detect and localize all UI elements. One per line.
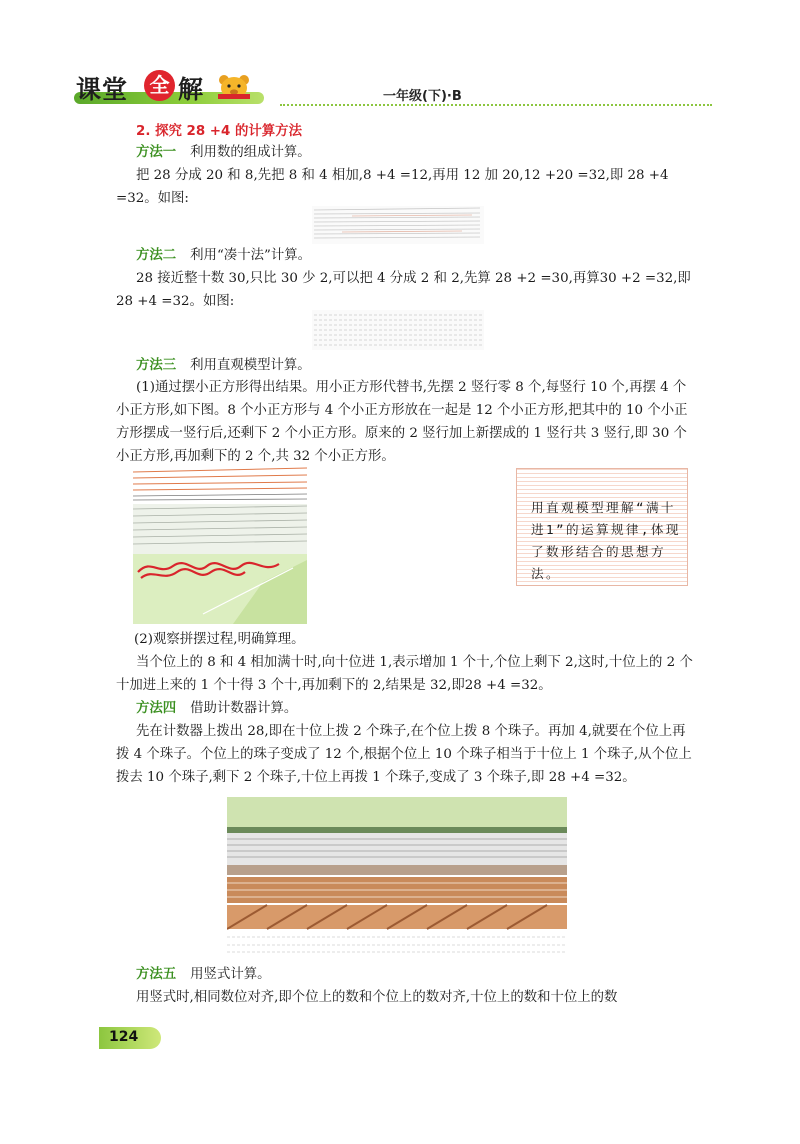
method-3-title: 利用直观模型计算。 [190,358,311,373]
method-1-label: 方法一 [136,145,177,160]
method-3-text-1: (1)通过摆小正方形得出结果。用小正方形代替书,先摆 2 竖行零 8 个,每竖行 10 个,再摆 4 个小正方形,如下图。8 个小正方形与 4 个小正方形放在一起是 12 个小正方形,把其中的 10 个小正方形摆成一竖行后,还剩下 2 个小正方形。原来的 2 竖行加上新摆成的 1 竖行共 3 竖行,即 30 个小正方形,再加剩下的 2 个,共 32 个小正方形。 [116,380,688,464]
method-2-title: 利用“凑十法”计算。 [190,248,311,263]
header-logo-part1: 课堂 [76,75,129,104]
tip-note-text: 用直观模型理解“满十进1”的运算规律,体现了数形结合的思想方法。 [531,500,681,581]
page-number-badge [99,1027,161,1049]
page-number: 124 [109,1029,139,1045]
method-4-label: 方法四 [136,701,177,716]
method-3-subtitle-2: (2)观察拼摆过程,明确算理。 [134,632,305,647]
method-4-text: 先在计数器上拨出 28,即在十位上拨 2 个珠子,在个位上拨 8 个珠子。再加 4,就要在个位上再拨 4 个珠子。个位上的珠子变成了 12 个,根据个位上 10 个珠子相当于十位上 1 个珠子,从个位上拨去 10 个珠子,剩下 2 个珠子,十位上再拨 1 个珠子,变成了 3 个珠子,即 28 +4 =32。 [116,724,692,785]
method-2-label: 方法二 [136,248,177,263]
method-5-heading [136,963,271,986]
method-3-text-2: 当个位上的 8 和 4 相加满十时,向十位进 1,表示增加 1 个十,个位上剩下 2,这时,十位上的 2 个十加进上来的 1 个十得 3 个十,再加剩下的 2,结果是 32,即28 +4 =32。 [116,655,693,693]
header-divider [280,104,712,106]
method-4-heading [136,697,297,720]
method-3-square-model-figure [133,464,307,624]
method-5-title: 用竖式计算。 [190,967,271,982]
method-3-label: 方法三 [136,358,177,373]
header-logo-circle: 全 [144,70,175,101]
method-2-text: 28 接近整十数 30,只比 30 少 2,可以把 4 分成 2 和 2,先算 28 +2 =30,再算30 +2 =32,即 28 +4 =32。如图: [116,271,691,309]
method-5-text: 用竖式时,相同数位对齐,即个位上的数和个位上的数对齐,十位上的数和十位上的数 [136,990,618,1005]
method-1-figure [312,206,484,244]
tip-note-box [516,468,688,586]
method-2-figure [312,310,484,350]
method-5-label: 方法五 [136,967,177,982]
method-3-heading [136,354,311,377]
header-logo-part2: 解 [178,75,204,104]
method-4-abacus-figure [227,797,567,957]
method-2-heading [136,244,311,267]
method-1-heading [136,141,311,164]
method-1-text: 把 28 分成 20 和 8,先把 8 和 4 相加,8 +4 =12,再用 12 加 20,12 +20 =32,即 28 +4 =32。如图: [116,168,669,206]
bear-mascot-icon [214,72,254,100]
section-title: 2. 探究 28 +4 的计算方法 [136,124,302,139]
method-1-title: 利用数的组成计算。 [190,145,311,160]
grade-label: 一年级(下)·B [383,89,462,104]
method-4-title: 借助计数器计算。 [190,701,298,716]
